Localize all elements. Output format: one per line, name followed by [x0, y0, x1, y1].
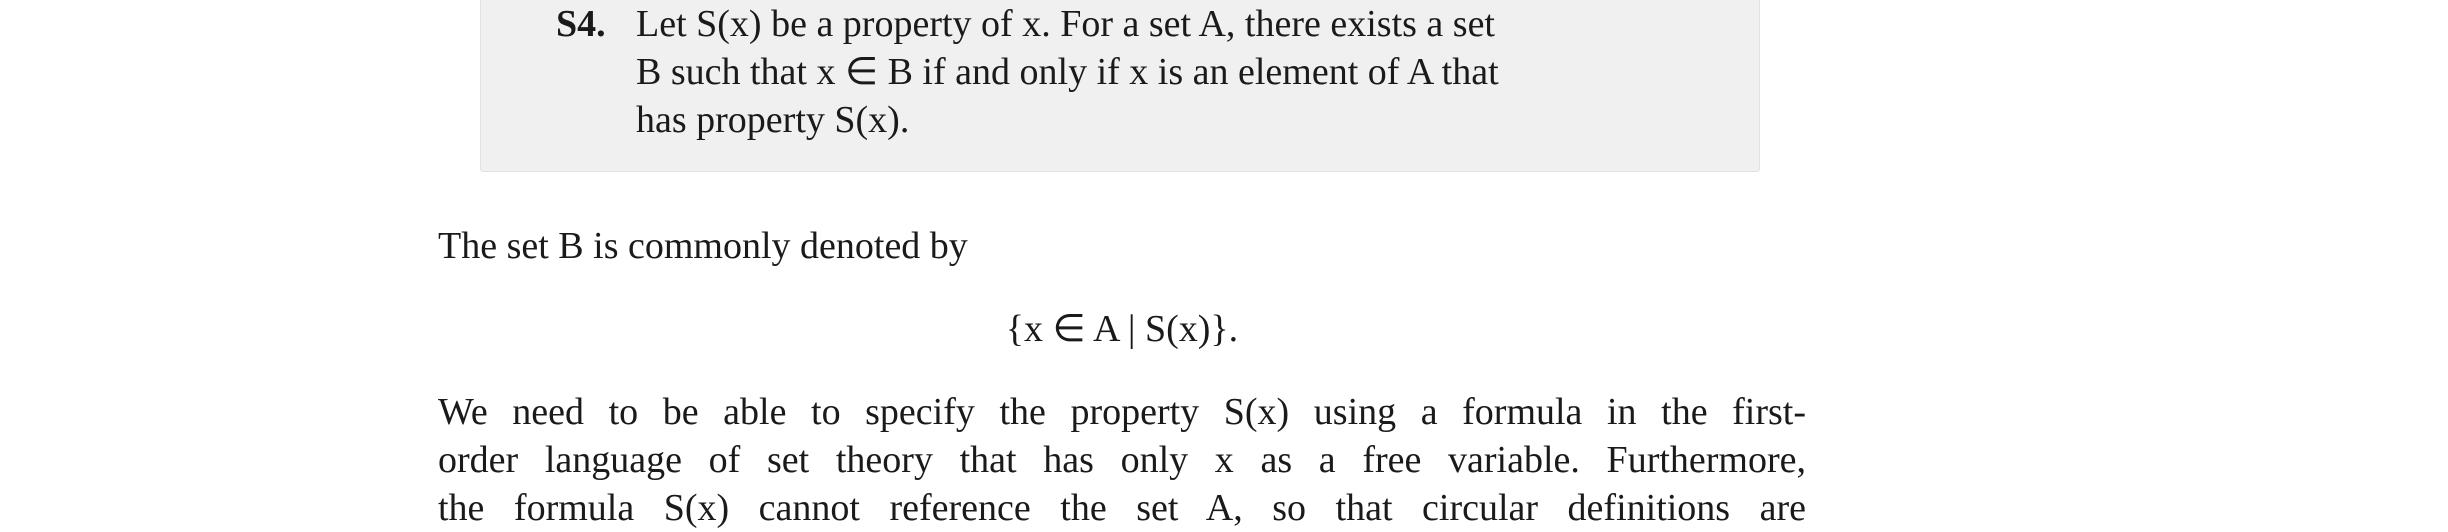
- intro-paragraph: The set B is commonly denoted by: [438, 225, 968, 267]
- axiom-line: Let S(x) be a property of x. For a set A, there exists a set: [636, 3, 1495, 45]
- paragraph-line: the formula S(x) cannot reference the set A, so that circular definitions are: [438, 487, 1806, 529]
- set-builder-formula: {x ∈ A | S(x)}.: [1005, 308, 1239, 350]
- axiom-line: B such that x ∈ B if and only if x is an element of A that: [636, 51, 1499, 93]
- paragraph-line: order language of set theory that has only x as a free variable. Furthermore,: [438, 439, 1806, 481]
- axiom-line: has property S(x).: [636, 99, 910, 141]
- paragraph-line: We need to be able to specify the property S(x) using a formula in the first-: [438, 391, 1806, 433]
- explanation-paragraph: [438, 388, 1806, 532]
- axiom-label: S4.: [556, 3, 606, 45]
- axiom-statement: [636, 0, 1646, 144]
